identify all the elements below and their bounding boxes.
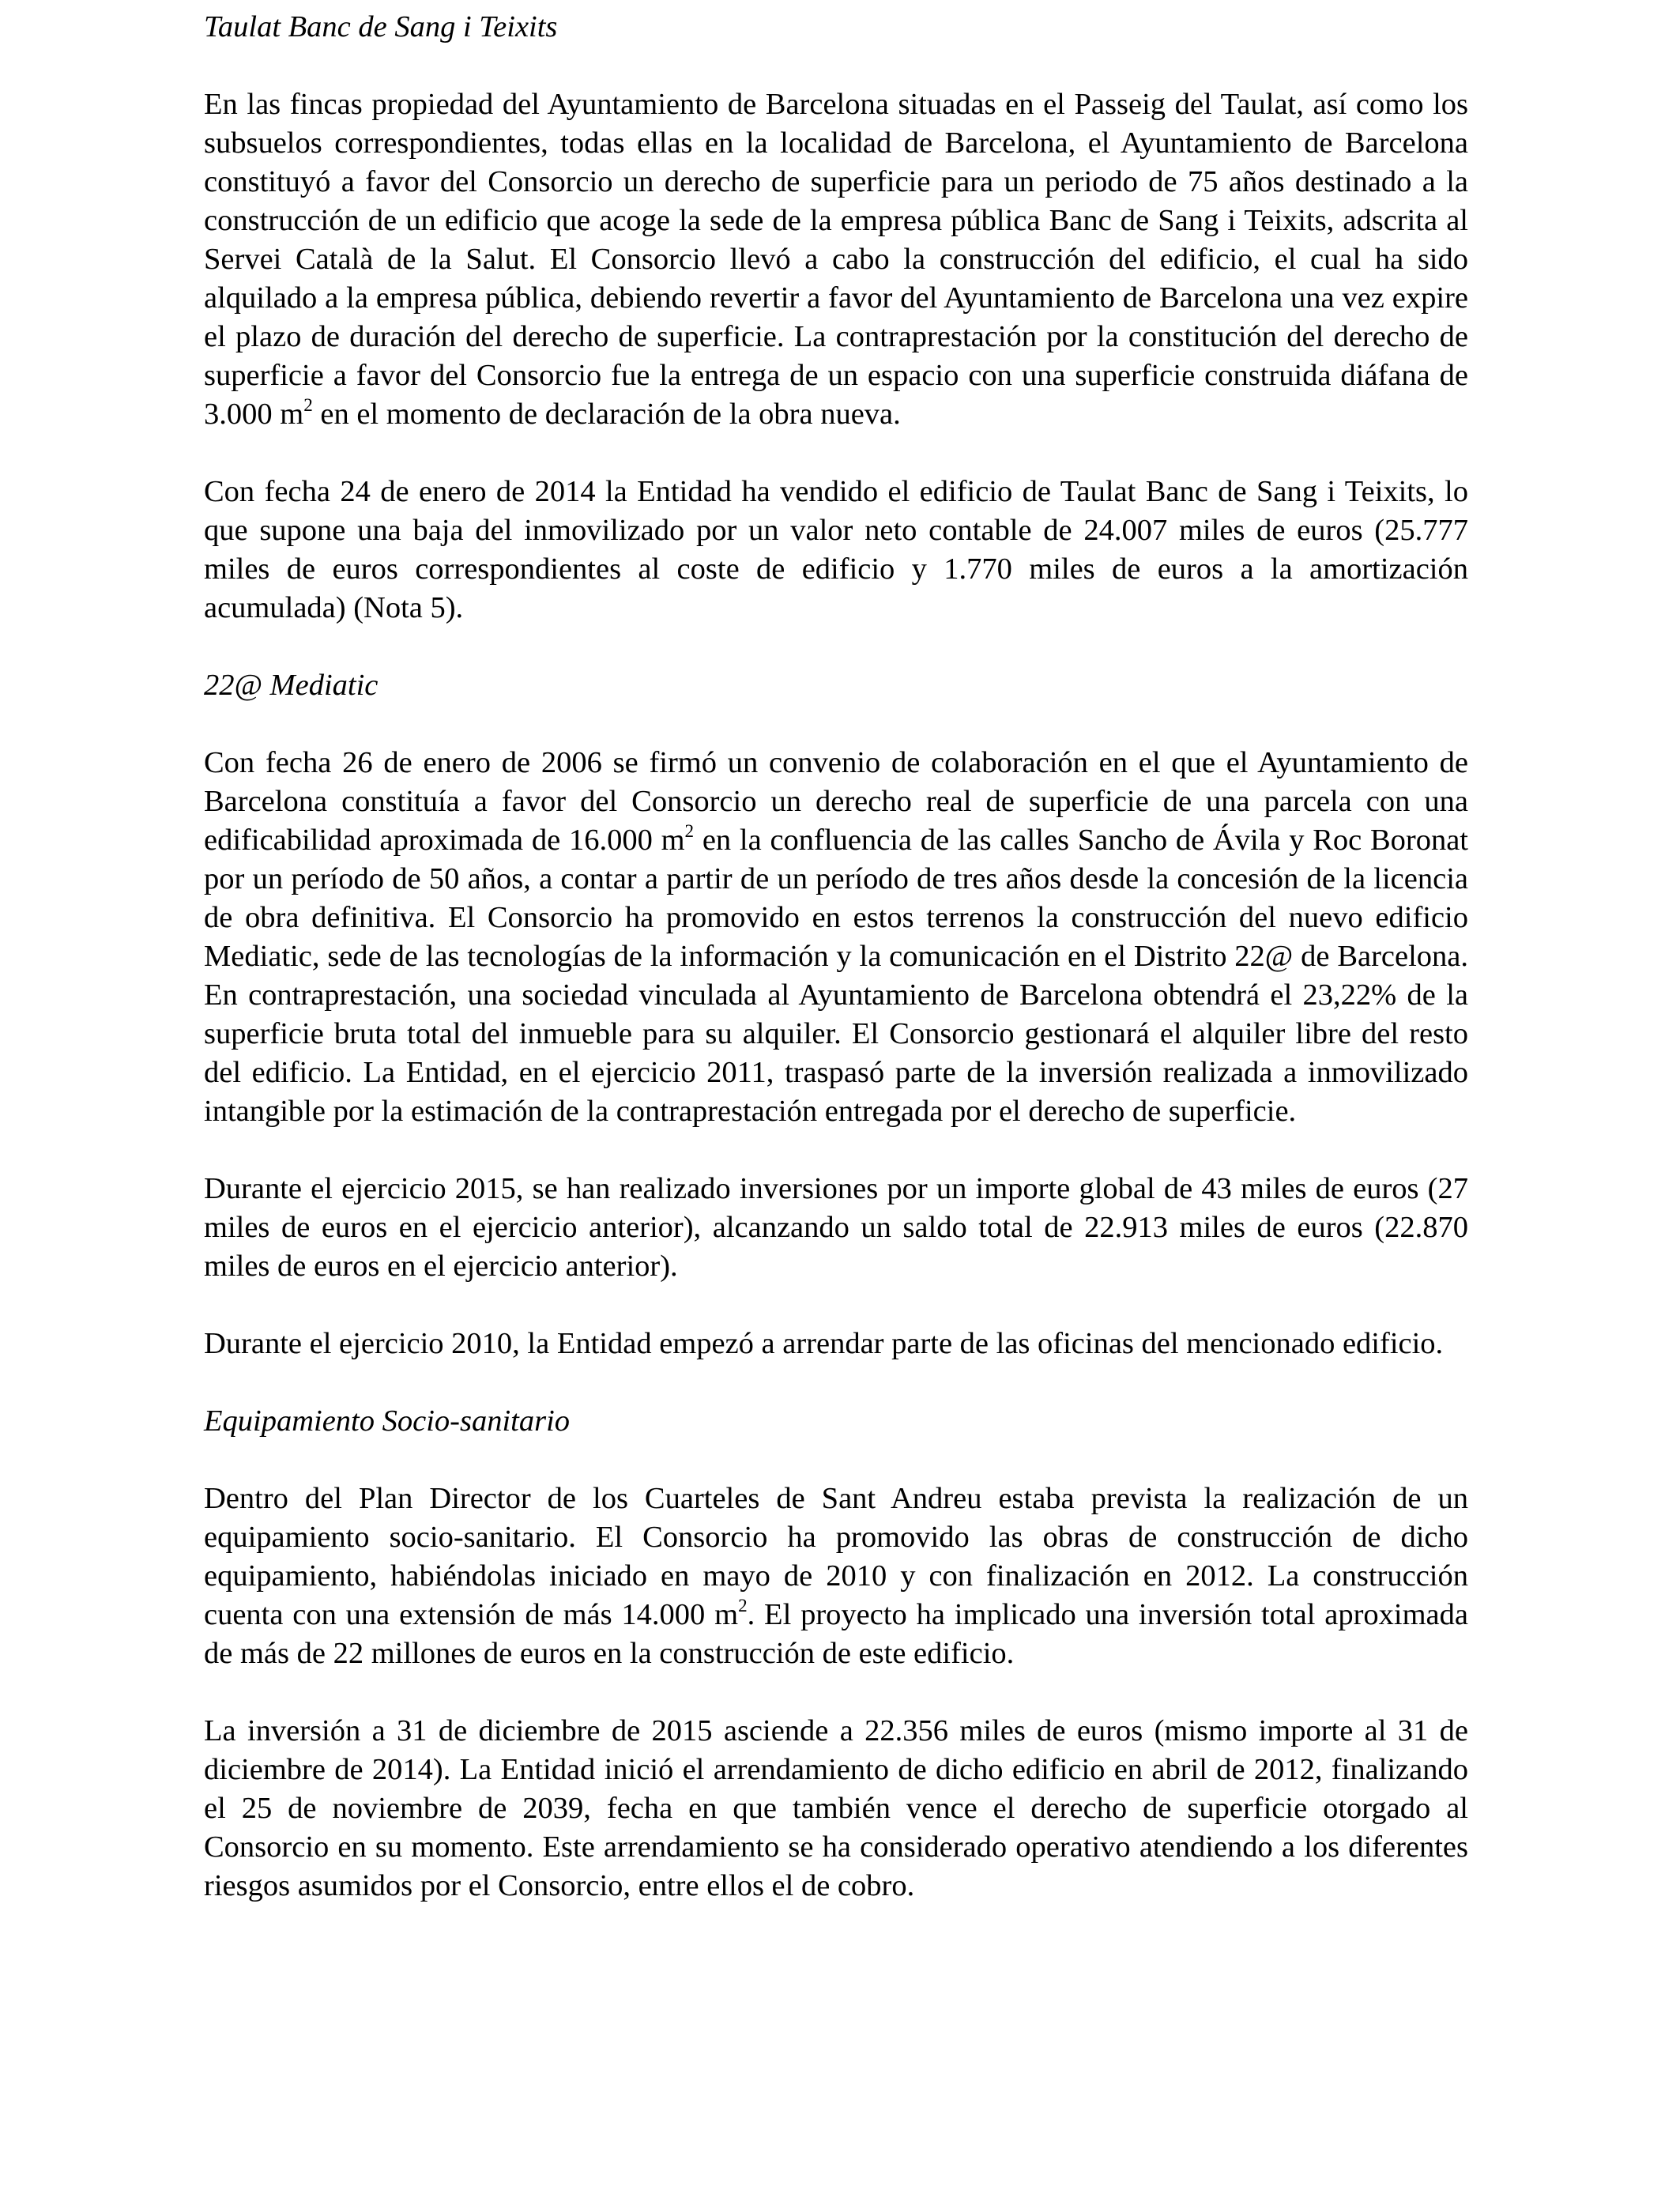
paragraph-text: . El proyecto ha implicado una inversión total aproximada de más de 22 millones de euros en la construcción de este edificio. <box>204 1598 1468 1670</box>
section-heading-equipamiento: Equipamiento Socio-sanitario <box>204 1404 571 1438</box>
paragraph-text: Durante el ejercicio 2010, la Entidad empezó a arrendar parte de las oficinas del mencionado edificio. <box>204 1327 1444 1360</box>
paragraph <box>204 85 1468 434</box>
superscript: 2 <box>684 820 695 841</box>
paragraph-text: En las fincas propiedad del Ayuntamiento de Barcelona situadas en el Passeig del Taulat, así como los subsuelos correspondientes, todas ellas en la localidad de Barcelona, el Ayuntamiento de Barcelona constituyó a favor del Consorcio un derecho de superficie para un periodo de 75 años destinado a la construcción de un edificio que acoge la sede de la empresa pública Banc de Sang i Teixits, adscrita al Servei Català de la Salut. El Consorcio llevó a cabo la construcción del edificio, el cual ha sido alquilado a la empresa pública, debiendo revertir a favor del Ayuntamiento de Barcelona una vez expire el plazo de duración del derecho de superficie. La contraprestación por la constitución del derecho de superficie a favor del Consorcio fue la entrega de un espacio con una superficie construida diáfana de 3.000 m <box>204 88 1468 431</box>
superscript: 2 <box>738 1594 748 1615</box>
paragraph-text: Con fecha 24 de enero de 2014 la Entidad ha vendido el edificio de Taulat Banc de Sang i Teixits, lo que supone una baja del inmovilizado por un valor neto contable de 24.007 miles de euros (25.777 miles de euros correspondientes al coste de edificio y 1.770 miles de euros a la amortización acumulada) (Nota 5). <box>204 475 1468 624</box>
superscript: 2 <box>303 394 313 415</box>
paragraph <box>204 473 1468 628</box>
paragraph <box>204 1325 1468 1363</box>
paragraph-text: Dentro del Plan Director de los Cuarteles de Sant Andreu estaba prevista la realización de un equipamiento socio-sanitario. El Consorcio ha promovido las obras de construcción de dicho equipamiento, habiéndolas iniciado en mayo de 2010 y con finalización en 2012. La construcción cuenta con una extensión de más 14.000 m <box>204 1482 1468 1631</box>
paragraph-text: en el momento de declaración de la obra nueva. <box>312 398 901 431</box>
paragraph-text: Durante el ejercicio 2015, se han realizado inversiones por un importe global de 43 miles de euros (27 miles de euros en el ejercicio anterior), alcanzando un saldo total de 22.913 miles de euros (22.870 miles de euros en el ejercicio anterior). <box>204 1172 1468 1283</box>
section-heading-taulat: Taulat Banc de Sang i Teixits <box>204 10 558 43</box>
paragraph-text: en la confluencia de las calles Sancho de Ávila y Roc Boronat por un período de 50 años, a contar a partir de un período de tres años desde la concesión de la licencia de obra definitiva. El Consorcio ha promovido en estos terrenos la construcción del nuevo edificio Mediatic, sede de las tecnologías de la información y la comunicación en el Distrito 22@ de Barcelona. En contraprestación, una sociedad vinculada al Ayuntamiento de Barcelona obtendrá el 23,22% de la superficie bruta total del inmueble para su alquiler. El Consorcio gestionará el alquiler libre del resto del edificio. La Entidad, en el ejercicio 2011, traspasó parte de la inversión realizada a inmovilizado intangible por la estimación de la contraprestación entregada por el derecho de superficie. <box>204 824 1469 1128</box>
paragraph <box>204 744 1468 1131</box>
section-heading-mediatic: 22@ Mediatic <box>204 669 379 702</box>
paragraph <box>204 1712 1468 1906</box>
paragraph-text: La inversión a 31 de diciembre de 2015 asciende a 22.356 miles de euros (mismo importe al 31 de diciembre de 2014). La Entidad inició el arrendamiento de dicho edificio en abril de 2012, finalizando el 25 de noviembre de 2039, fecha en que también vence el derecho de superficie otorgado al Consorcio en su momento. Este arrendamiento se ha considerado operativo atendiendo a los diferentes riesgos asumidos por el Consorcio, entre ellos el de cobro. <box>204 1714 1468 1902</box>
document-page <box>204 8 1468 1906</box>
paragraph <box>204 1170 1468 1286</box>
paragraph <box>204 1480 1468 1673</box>
paragraph-text: Con fecha 26 de enero de 2006 se firmó un convenio de colaboración en el que el Ayuntamiento de Barcelona constituía a favor del Consorcio un derecho real de superficie de una parcela con una edificabilidad aproximada de 16.000 m <box>204 746 1468 857</box>
